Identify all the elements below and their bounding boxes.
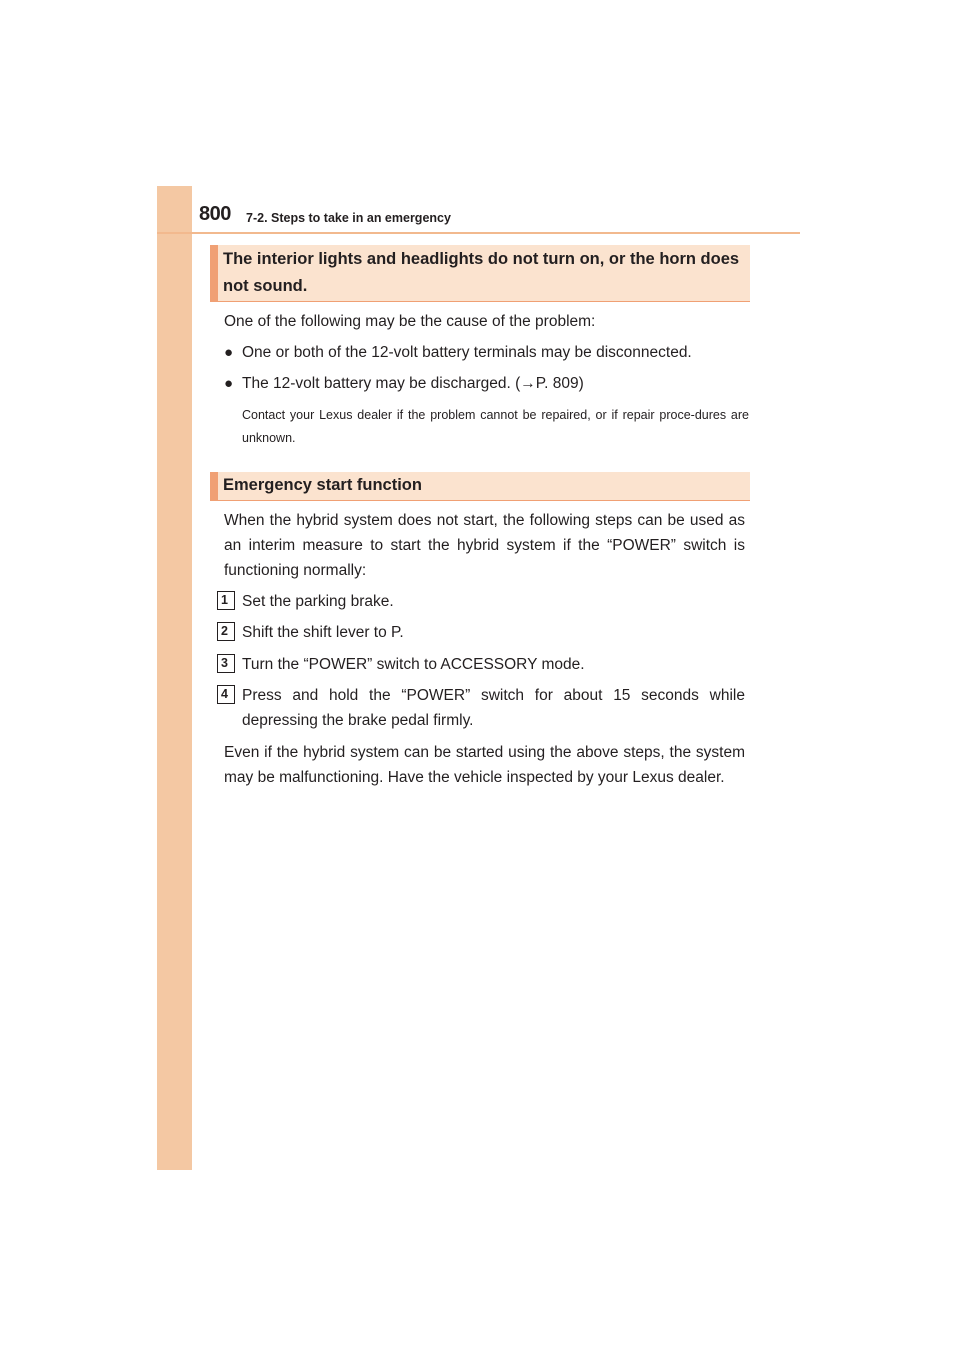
emergency-start-outro: Even if the hybrid system can be started using the above steps, the system may be malfunctioning. Have the vehicle inspected by your Lexus dealer. bbox=[224, 744, 745, 786]
step-number-box: 3 bbox=[217, 654, 235, 673]
page-number: 800 bbox=[199, 203, 231, 225]
heading-line-2: not sound. bbox=[223, 277, 308, 295]
heading-text: Emergency start function bbox=[223, 476, 422, 494]
bullet-text: The 12-volt battery may be discharged. (→P. 809) bbox=[242, 375, 584, 392]
cause-intro-text: One of the following may be the cause of the problem: bbox=[224, 313, 596, 330]
heading-line-1: The interior lights and headlights do not turn on, or the horn does bbox=[223, 250, 740, 268]
section-heading-emergency-start bbox=[210, 472, 750, 501]
side-color-band bbox=[157, 186, 192, 1170]
dealer-note: Contact your Lexus dealer if the problem cannot be repaired, or if repair proce-dures are unknown. bbox=[242, 408, 749, 445]
section-reference: 7-2. Steps to take in an emergency bbox=[246, 211, 451, 225]
step-number-box: 2 bbox=[217, 622, 235, 641]
emergency-start-intro: When the hybrid system does not start, the following steps can be used as an interim measure to start the hybrid system if the “POWER” switch is functioning normally: bbox=[224, 512, 745, 579]
step-text: Set the parking brake. bbox=[242, 593, 394, 610]
step-text: Shift the shift lever to P. bbox=[242, 624, 404, 641]
step-number-box: 1 bbox=[217, 591, 235, 610]
step-text: Press and hold the “POWER” switch for about 15 seconds while depressing the brake pedal firmly. bbox=[242, 687, 745, 729]
step-text: Turn the “POWER” switch to ACCESSORY mode. bbox=[242, 656, 585, 673]
bullet-text: One or both of the 12-volt battery terminals may be disconnected. bbox=[242, 344, 692, 361]
bullet-icon: ● bbox=[224, 344, 234, 361]
step-number-box: 4 bbox=[217, 685, 235, 704]
section-heading-lights-horn bbox=[210, 245, 750, 302]
bullet-icon: ● bbox=[224, 375, 234, 392]
header-rule bbox=[157, 232, 800, 234]
